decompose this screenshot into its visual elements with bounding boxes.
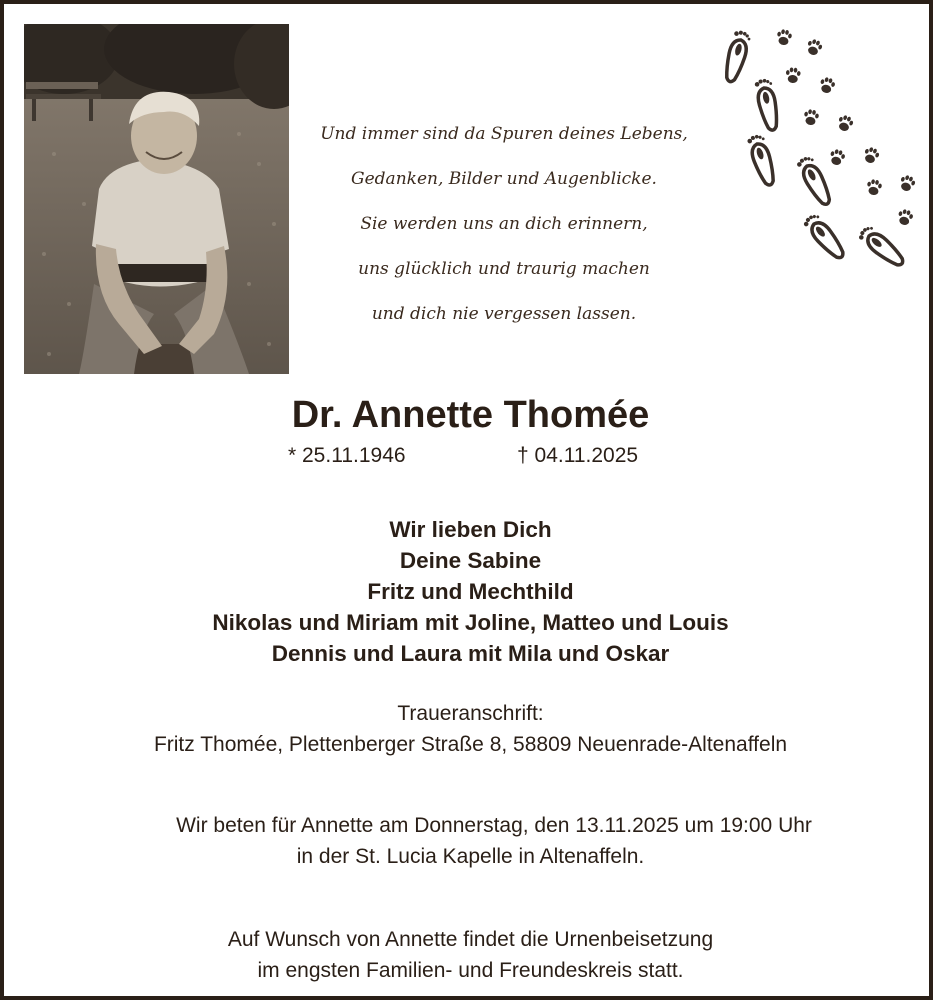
urn-burial-note	[4, 924, 933, 986]
family-line: Dennis und Laura mit Mila und Oskar	[271, 641, 670, 666]
family-signature	[4, 514, 933, 669]
family-line: Wir lieben Dich	[389, 517, 552, 542]
photo-image	[24, 24, 289, 374]
footprint-icon	[722, 29, 752, 84]
paw-print-icon	[862, 146, 881, 165]
poem-line: Gedanken, Bilder und Augenblicke.	[351, 169, 657, 189]
paw-print-icon	[818, 76, 836, 95]
urn-line-1: Auf Wunsch von Annette findet die Urnenbeisetzung	[227, 928, 714, 951]
paw-print-icon	[785, 67, 801, 84]
deceased-name: Dr. Annette Thomée	[291, 394, 650, 436]
family-line: Deine Sabine	[399, 548, 542, 573]
prayer-line-2: in der St. Lucia Kapelle in Altenaffeln.	[296, 845, 645, 868]
paw-print-icon	[805, 38, 824, 57]
poem	[294, 112, 714, 337]
footprint-icon	[857, 223, 908, 270]
address-line: Fritz Thomée, Plettenberger Straße 8, 58809 Neuenrade-Altenaffeln	[153, 733, 788, 756]
family-line: Nikolas und Miriam mit Joline, Matteo und Louis	[212, 610, 729, 635]
death-date: † 04.11.2025	[517, 444, 639, 467]
mourning-address	[4, 698, 933, 760]
footprint-icon	[802, 211, 849, 262]
portrait-photo	[24, 24, 289, 374]
footprint-icon	[746, 133, 778, 188]
paw-print-icon	[896, 208, 914, 227]
footprint-icon	[754, 77, 782, 131]
paw-print-icon	[803, 108, 820, 126]
footprints-decoration	[719, 24, 924, 274]
paw-print-icon	[898, 174, 917, 193]
poem-line: uns glücklich und traurig machen	[358, 259, 650, 279]
footprint-icon	[795, 154, 835, 208]
paw-print-icon	[776, 28, 793, 46]
poem-line: Sie werden uns an dich erinnern,	[360, 214, 648, 234]
urn-line-2: im engsten Familien- und Freundeskreis statt.	[257, 959, 684, 982]
prayer-line-1: Wir beten für Annette am Donnerstag, den 13.11.2025 um 19:00 Uhr	[176, 814, 812, 837]
address-label: Traueranschrift:	[397, 702, 544, 725]
paw-print-icon	[866, 178, 883, 196]
family-line: Fritz und Mechthild	[367, 579, 574, 604]
poem-line: und dich nie vergessen lassen.	[371, 304, 637, 324]
birth-date: * 25.11.1946	[288, 444, 406, 467]
paw-print-icon	[836, 114, 855, 133]
poem-line: Und immer sind da Spuren deines Lebens,	[320, 124, 688, 144]
footprints-icon	[719, 24, 924, 274]
paw-print-icon	[828, 148, 846, 167]
